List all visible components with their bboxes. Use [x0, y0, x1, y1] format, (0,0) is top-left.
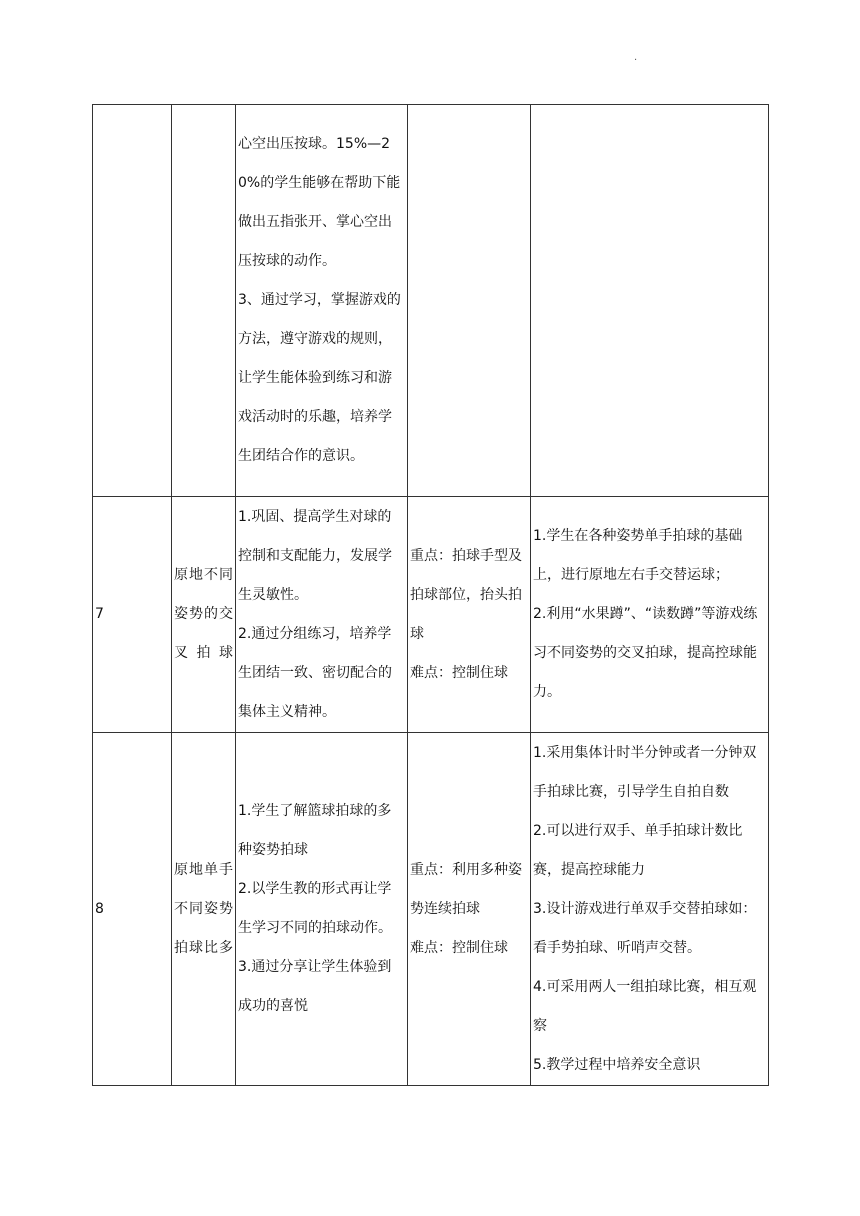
method-line: 2.可以进行双手、单手拍球计数比赛，提高控球能力 [533, 822, 743, 878]
goal-line: 心空出压按球。15%—20%的学生能够在帮助下能做出五指张开、掌心空出压按球的动作。 [238, 136, 401, 269]
lesson-methods-cell [531, 105, 769, 497]
lesson-goals-cell [236, 497, 408, 733]
method-line: 1.采用集体计时半分钟或者一分钟双手拍球比赛，引导学生自拍自数 [533, 744, 757, 800]
lesson-methods-cell [531, 733, 769, 1086]
lesson-plan-table [92, 104, 769, 1086]
lesson-number-cell [93, 105, 172, 497]
lesson-number-cell: 7 [93, 497, 172, 733]
goal-line: 3.通过分享让学生体验到成功的喜悦 [238, 959, 392, 1014]
page-mark: . [634, 52, 638, 63]
method-line: 5.教学过程中培养安全意识 [533, 1056, 701, 1073]
lesson-methods-cell [531, 497, 769, 733]
difficulty-line: 难点：控制住球 [410, 664, 508, 681]
key-point-line: 重点：拍球手型及拍球部位，抬头拍球 [410, 547, 522, 642]
lesson-topic-cell: 原地单手不同姿势拍球比多 [172, 733, 236, 1086]
difficulty-line: 难点：控制住球 [410, 939, 508, 956]
goal-line: 1.巩固、提高学生对球的控制和支配能力，发展学生灵敏性。 [238, 508, 392, 603]
table-row [93, 497, 769, 733]
lesson-goals-cell [236, 733, 408, 1086]
table-row [93, 105, 769, 497]
goal-line: 2.以学生教的形式再让学生学习不同的拍球动作。 [238, 881, 392, 936]
lesson-topic-cell [172, 105, 236, 497]
goal-line: 1.学生了解篮球拍球的多种姿势拍球 [238, 803, 392, 858]
method-line: 1.学生在各种姿势单手拍球的基础上，进行原地左右手交替运球； [533, 528, 743, 583]
table-row [93, 733, 769, 1086]
lesson-topic-cell: 原地不同姿势的交叉拍球 [172, 497, 236, 733]
method-line: 4.可采用两人一组拍球比赛，相互观察 [533, 978, 757, 1034]
lesson-keypoints-cell [408, 497, 531, 733]
lesson-keypoints-cell [408, 733, 531, 1086]
method-line: 3.设计游戏进行单双手交替拍球如：看手势拍球、听哨声交替。 [533, 900, 757, 956]
lesson-keypoints-cell [408, 105, 531, 497]
lesson-number-cell: 8 [93, 733, 172, 1086]
goal-line: 2.通过分组练习，培养学生团结一致、密切配合的集体主义精神。 [238, 625, 392, 720]
key-point-line: 重点：利用多种姿势连续拍球 [410, 861, 522, 917]
goal-line: 3、通过学习，掌握游戏的方法，遵守游戏的规则，让学生能体验到练习和游戏活动时的乐趣，培养学生团结合作的意识。 [238, 292, 401, 464]
method-line: 2.利用“水果蹲”、“读数蹲”等游戏练习不同姿势的交叉拍球，提高控球能力。 [533, 606, 758, 700]
lesson-goals-cell [236, 105, 408, 497]
